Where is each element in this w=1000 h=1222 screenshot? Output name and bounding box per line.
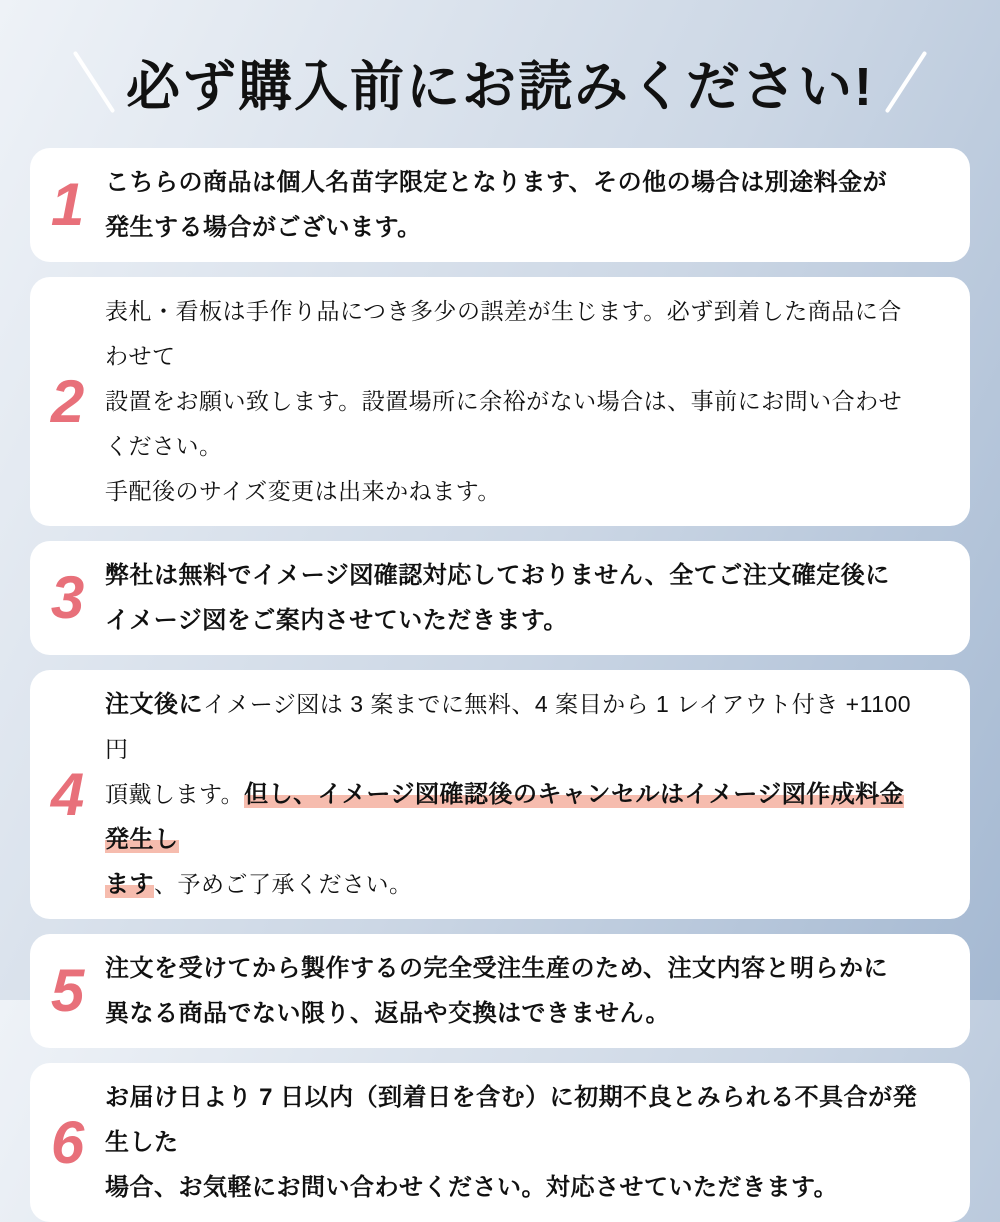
notice-text-segment: こちらの商品は個人名苗字限定となります、その他の場合は別途料金が bbox=[105, 169, 888, 196]
notice-text-segment: 弊社は無料でイメージ図確認対応しておりません、全てご注文確定後に bbox=[105, 562, 890, 589]
notice-text-segment: 注文後に bbox=[105, 691, 203, 718]
notice-box bbox=[30, 148, 970, 262]
notice-box bbox=[30, 541, 970, 655]
notice-text-segment: イメージ図をご案内させていただきます。 bbox=[105, 607, 568, 634]
notice-text-segment: 場合、お気軽にお問い合わせください。対応させていただきます。 bbox=[105, 1174, 839, 1201]
notice-text-segment: 、予めご了承ください。 bbox=[154, 871, 413, 897]
notice-text-segment: 頂戴します。 bbox=[105, 781, 245, 807]
notice-text-segment: 手配後のサイズ変更は出来かねます。 bbox=[105, 478, 501, 504]
notice-text bbox=[105, 553, 925, 643]
notice-text bbox=[105, 1075, 925, 1210]
notice-box bbox=[30, 1063, 970, 1222]
notice-number: 3 bbox=[50, 564, 85, 631]
page-title: 必ず購入前にお読みください! bbox=[126, 56, 874, 117]
notice-text-segment: 異なる商品でない限り、返品や交換はできません。 bbox=[105, 1000, 670, 1027]
notice-box bbox=[30, 670, 970, 919]
notice-text-segment: 発生する場合がございます。 bbox=[105, 214, 422, 241]
purchase-notice-page bbox=[30, 40, 970, 1222]
decorative-slash-icon bbox=[885, 51, 928, 114]
notice-text bbox=[105, 946, 925, 1036]
notice-number: 2 bbox=[50, 367, 85, 435]
notice-text-segment: 設置をお願い致します。設置場所に余裕がない場合は、事前にお問い合わせください。 bbox=[105, 388, 903, 459]
decorative-backslash-icon bbox=[73, 51, 116, 114]
page-title-row bbox=[30, 40, 970, 124]
notice-box bbox=[30, 934, 970, 1048]
notice-number: 4 bbox=[50, 760, 85, 828]
notice-text-segment: 表札・看板は手作り品につき多少の誤差が生じます。必ず到着した商品に合わせて bbox=[105, 298, 902, 369]
notice-text-highlighted-segment: 但し、イメージ図確認後のキャンセルはイメージ図作成料金発生し bbox=[105, 781, 905, 853]
notice-text-highlighted-segment: ます bbox=[105, 871, 154, 898]
notice-box bbox=[30, 277, 970, 526]
notice-number: 6 bbox=[50, 1108, 85, 1176]
notice-text-segment: イメージ図は 3 案までに無料、4 案目から 1 レイアウト付き +1100 円 bbox=[105, 691, 912, 762]
notice-text bbox=[105, 289, 925, 514]
notice-text bbox=[105, 682, 925, 907]
notice-number: 1 bbox=[50, 171, 85, 238]
notice-text bbox=[105, 160, 925, 250]
notice-list bbox=[30, 148, 970, 1222]
notice-number: 5 bbox=[50, 957, 85, 1024]
notice-text-segment: 注文を受けてから製作するの完全受注生産のため、注文内容と明らかに bbox=[105, 955, 889, 982]
notice-text-segment: お届け日より 7 日以内（到着日を含む）に初期不良とみられる不具合が発生した bbox=[105, 1084, 918, 1156]
